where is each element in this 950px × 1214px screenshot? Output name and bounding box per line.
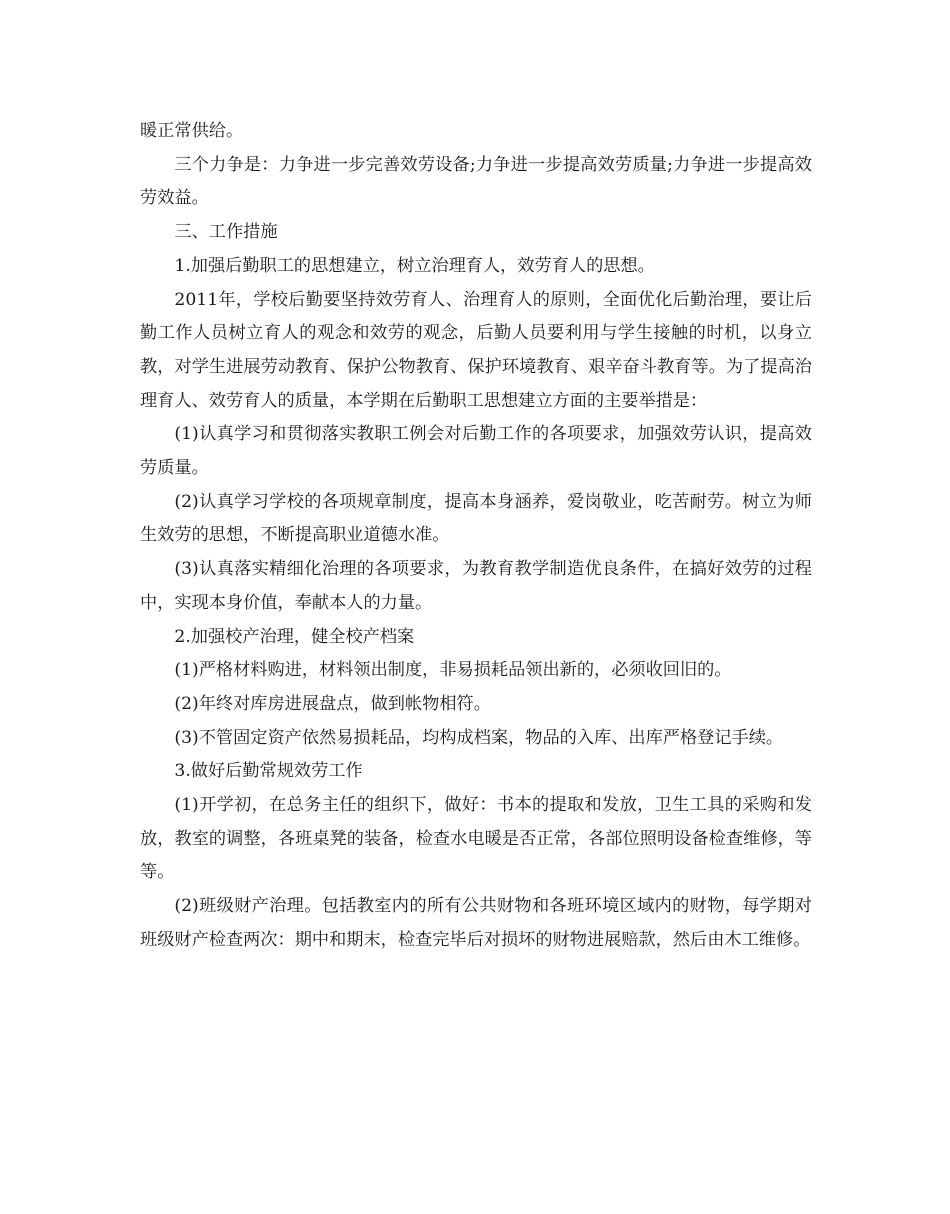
list-item-1-3: (3)认真落实精细化治理的各项要求，为教育教学制造优良条件，在搞好效劳的过程中，实现本身价值，奉献本人的力量。: [140, 559, 812, 613]
subheading-2: 2.加强校产治理，健全校产档案: [174, 626, 415, 647]
subheading-1: 1.加强后勤职工的思想建立，树立治理育人，效劳育人的思想。: [174, 255, 655, 276]
paragraph-three-goals: 三个力争是：力争进一步完善效劳设备;力争进一步提高效劳质量;力争进一步提高效劳效益。: [140, 154, 812, 209]
list-item-3-2: (2)班级财产治理。包括教室内的所有公共财物和各班环境区域内的财物，每学期对班级财产检查两次：期中和期末，检查完毕后对损坏的财物进展赔款，然后由木工维修。: [140, 896, 812, 950]
list-item-2-3: (3)不管固定资产依然易损耗品，均构成档案，物品的入库、出库严格登记手续。: [174, 727, 784, 748]
list-item-1-1: (1)认真学习和贯彻落实教职工例会对后勤工作的各项要求，加强效劳认识，提高效劳质量。: [140, 424, 812, 479]
list-item-2-2: (2)年终对库房进展盘点，做到帐物相符。: [174, 693, 491, 714]
list-item-2-1: (1)严格材料购进，材料领出制度，非易损耗品领出新的，必须收回旧的。: [174, 660, 732, 681]
subheading-3: 3.做好后勤常规效劳工作: [174, 761, 363, 782]
section-heading-measures: 三、工作措施: [174, 222, 278, 243]
paragraph-continuation: 暖正常供给。: [140, 121, 244, 141]
list-item-1-2: (2)认真学习学校的各项规章制度，提高本身涵养，爱岗敬业，吃苦耐劳。树立为师生效劳的思想，不断提高职业道德水准。: [140, 491, 812, 546]
paragraph-2011: 2011年，学校后勤要坚持效劳育人、治理育人的原则，全面优化后勤治理，要让后勤工作人员树立育人的观念和效劳的观念，后勤人员要利用与学生接触的时机，以身立教，对学生进展劳动教育、保护公物教育、保护环境教育、艰辛奋斗教育等。为了提高治理育人、效劳育人的质量，本学期在后勤职工思想建立方面的主要举措是：: [140, 289, 812, 411]
list-item-3-1: (1)开学初，在总务主任的组织下，做好：书本的提取和发放，卫生工具的采购和发放，教室的调整，各班桌凳的装备，检查水电暖是否正常，各部位照明设备检查维修，等等。: [140, 795, 812, 883]
document-body: [140, 115, 812, 958]
